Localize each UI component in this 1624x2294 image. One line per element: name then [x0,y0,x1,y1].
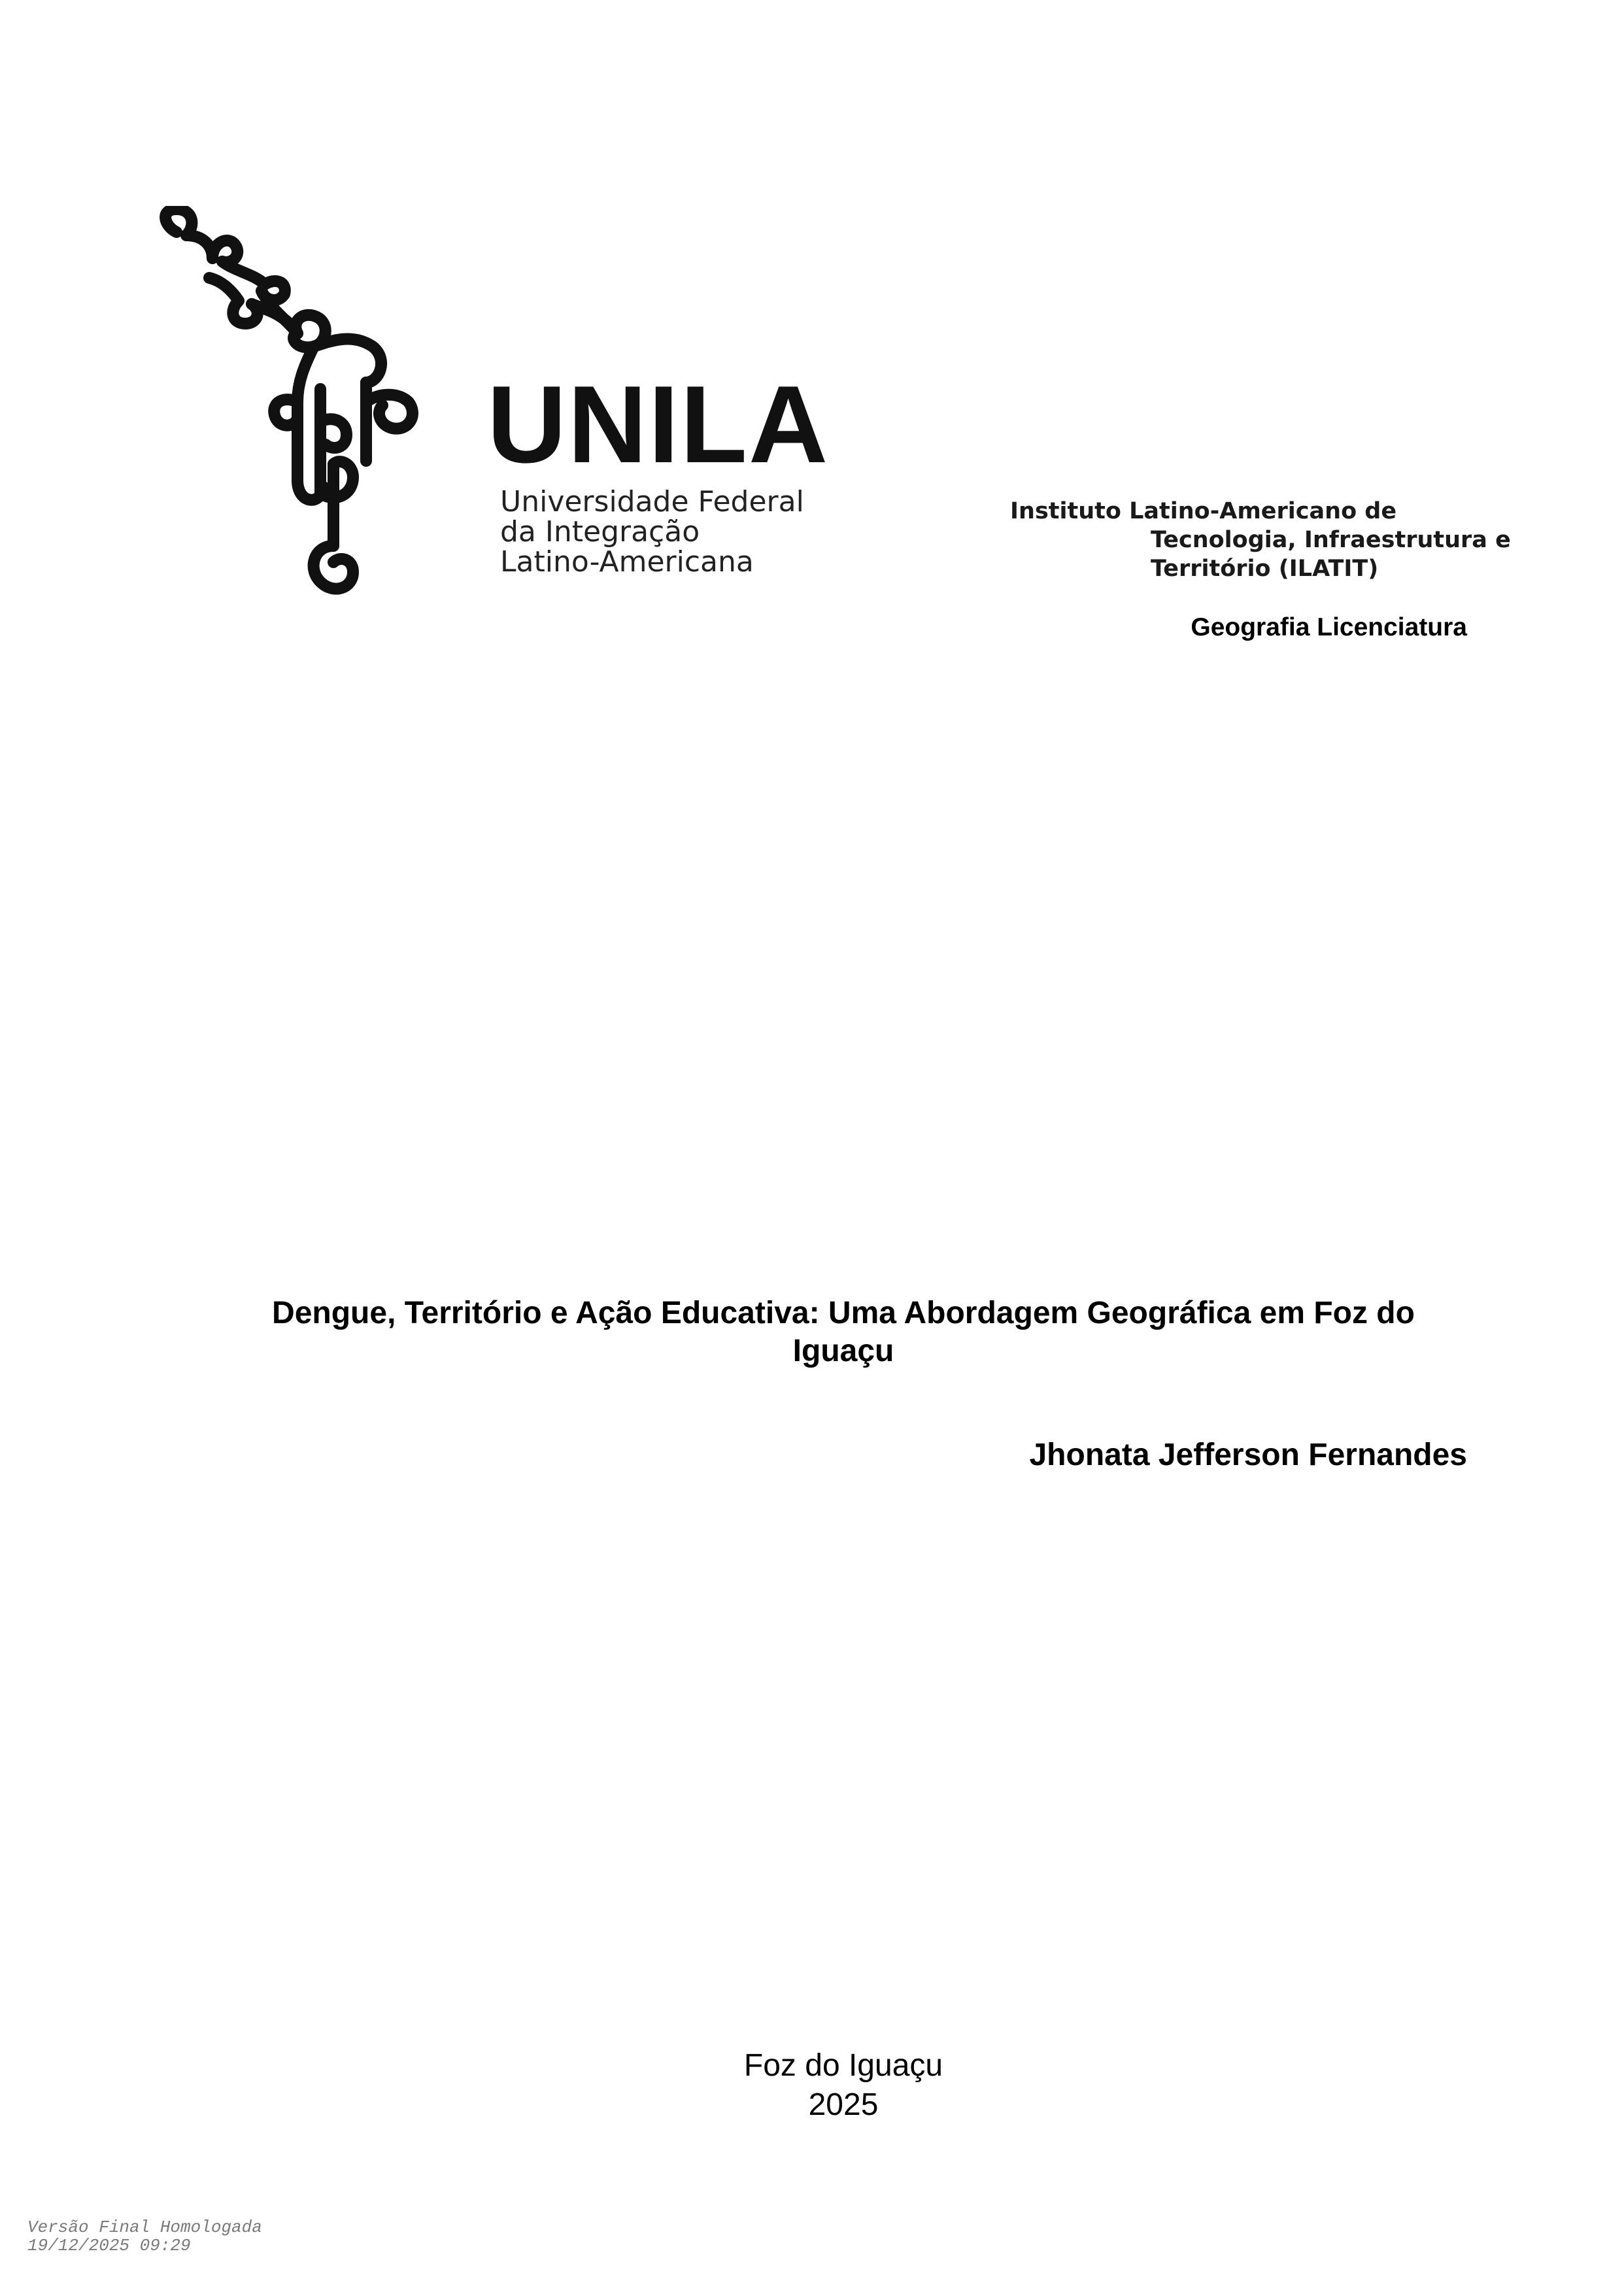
unila-knot-logo-icon [157,206,484,611]
version-stamp [27,2218,262,2255]
unila-logo [157,206,830,611]
course-name: Geografia Licenciatura [1191,613,1467,641]
institute-line-1: Instituto Latino-Americano de [1010,498,1397,524]
place-year [0,2046,1624,2125]
logo-subtitle: Universidade Federal da Integração Latino-Americana [500,485,804,579]
version-stamp-line-1: Versão Final Homologada [27,2218,262,2237]
document-title: Dengue, Território e Ação Educativa: Uma Abordagem Geográfica em Foz do Iguaçu [272,1296,1415,1368]
place: Foz do Iguaçu [743,2048,943,2083]
institute-name [1010,497,1533,583]
author-name: Jhonata Jefferson Fernandes [1029,1438,1467,1472]
version-stamp-line-2: 19/12/2025 09:29 [27,2236,191,2255]
logo-wordmark: UNILA [487,363,830,486]
year: 2025 [808,2087,879,2122]
institute-line-3: Território (ILATIT) [1151,556,1379,582]
institute-line-2: Tecnologia, Infraestrutura e [1151,527,1511,553]
